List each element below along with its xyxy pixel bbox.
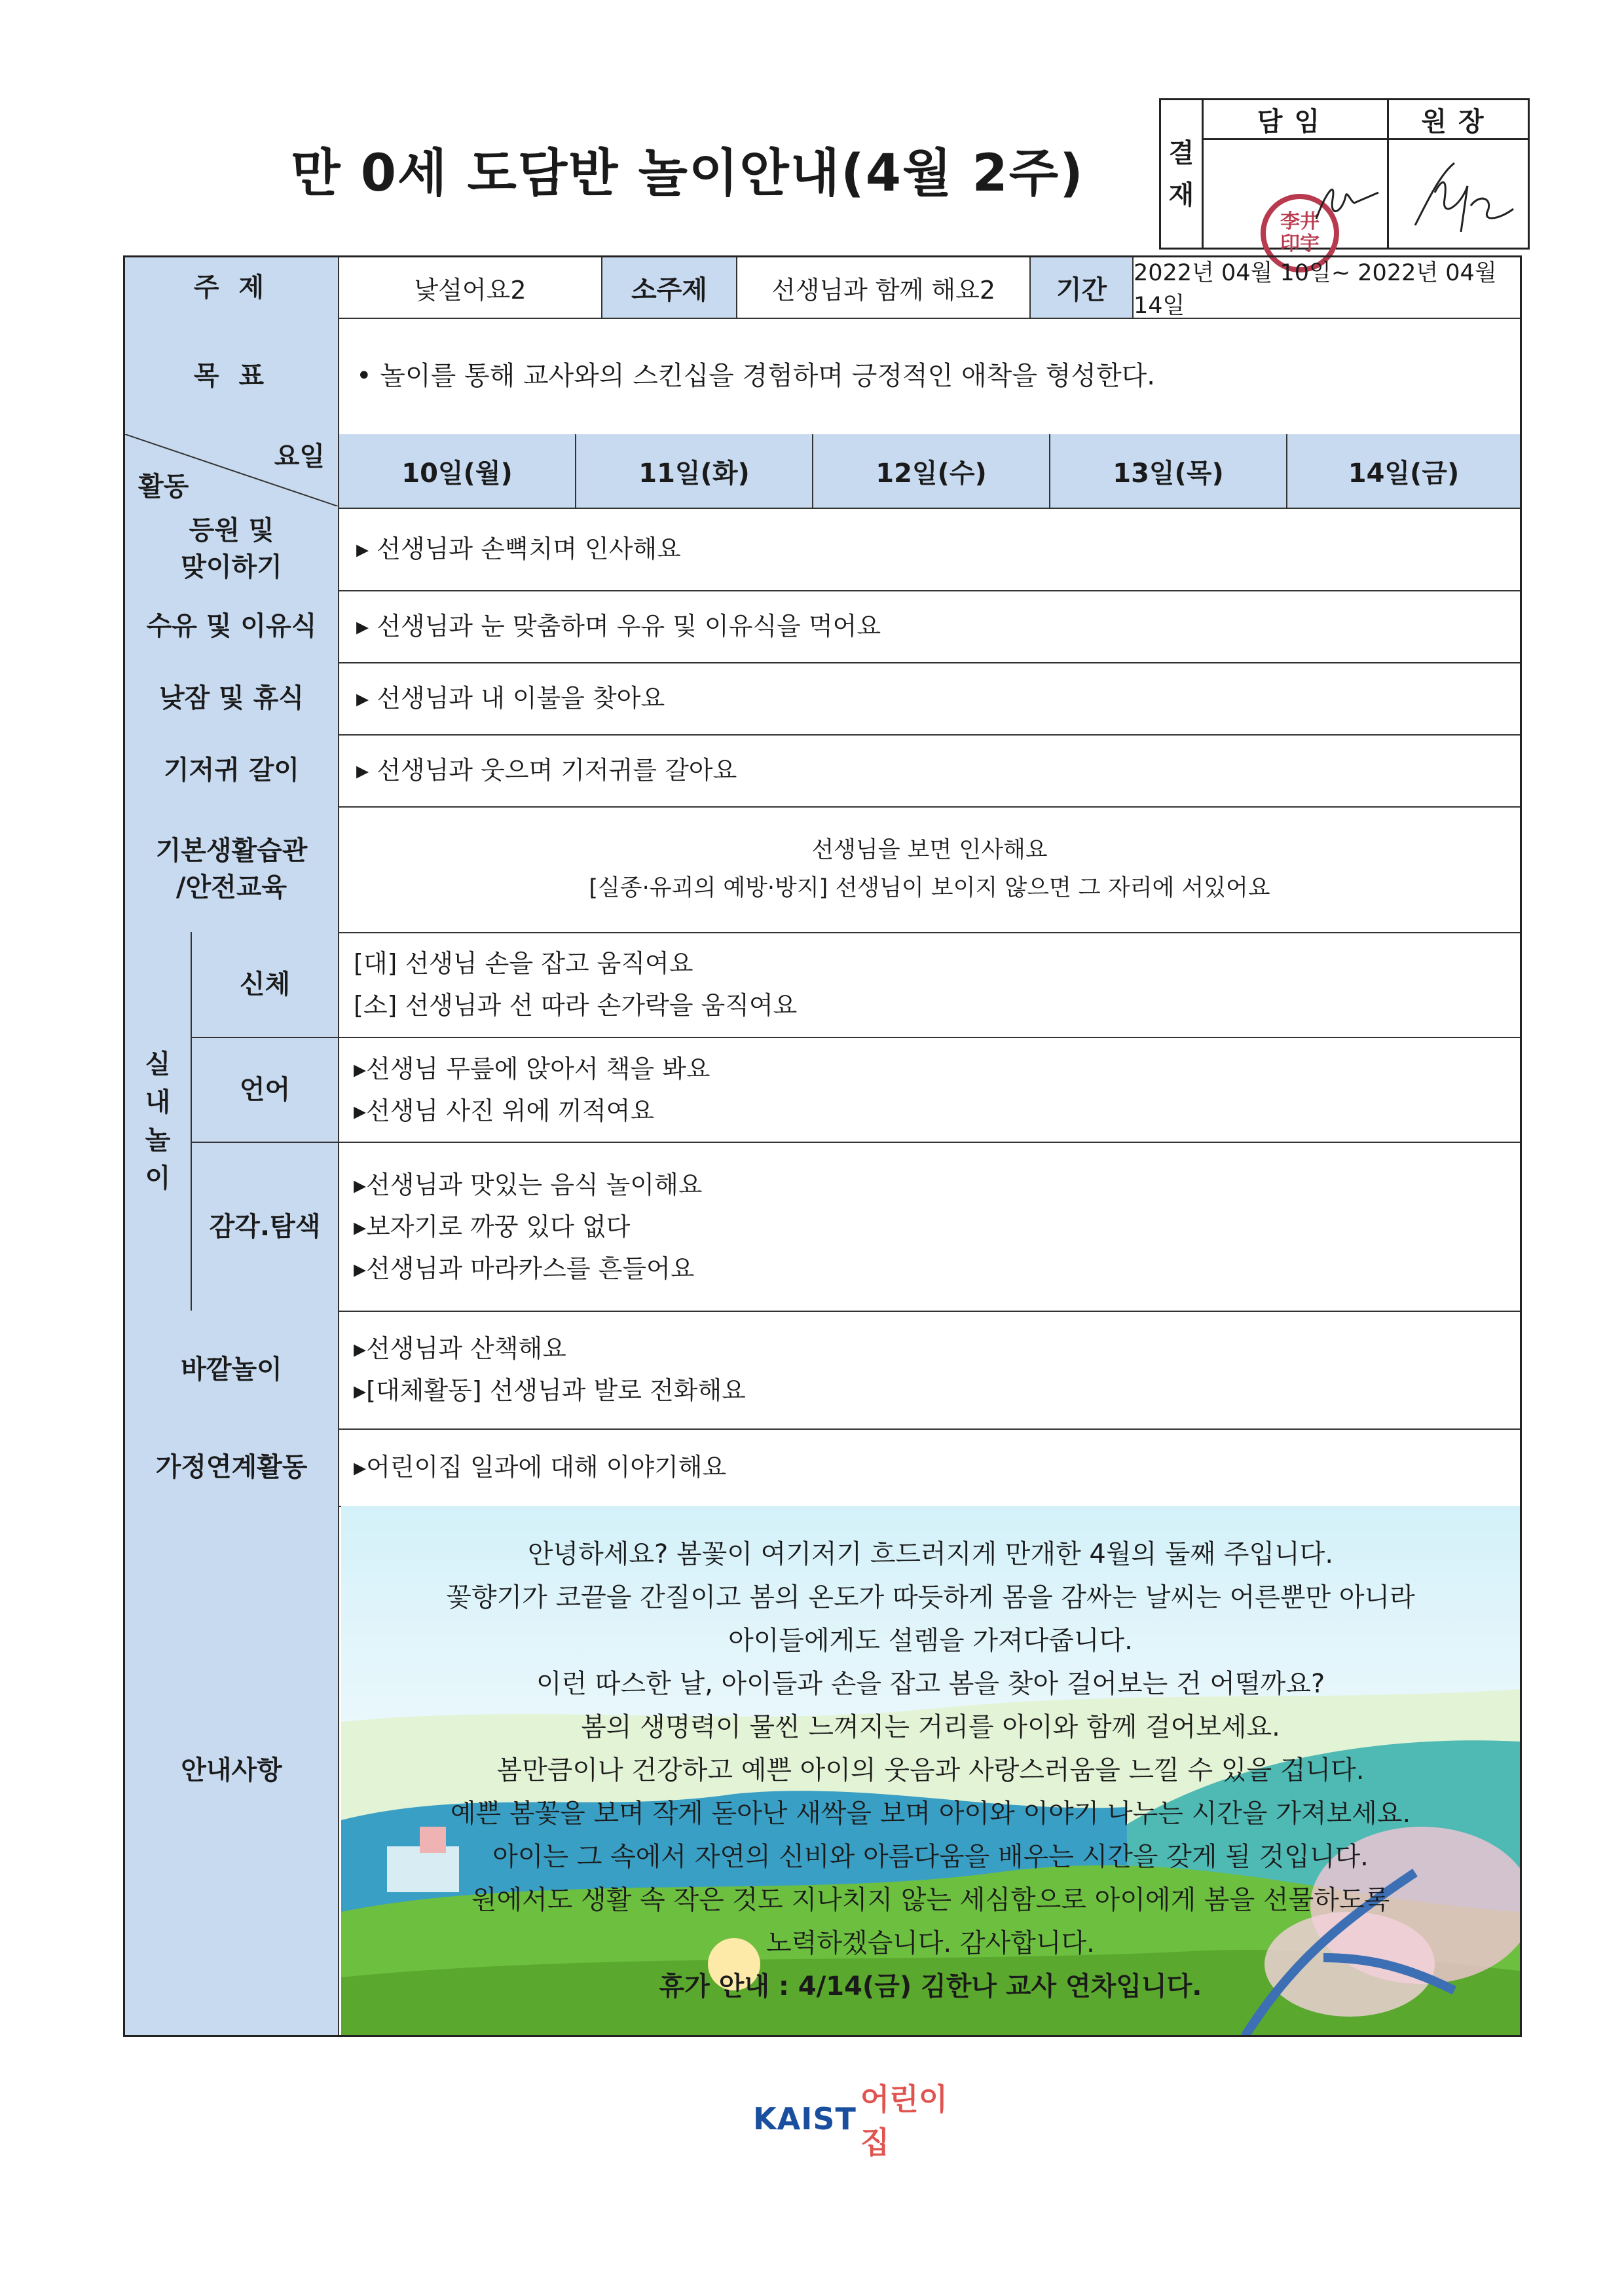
routine-row-arrival: [125, 508, 1520, 591]
theme-row: [125, 257, 1520, 319]
indoor-area-sensory: [192, 1143, 1520, 1311]
notice-text: 안녕하세요? 봄꽃이 여기저기 흐드러지게 만개한 4월의 둘째 주입니다. 꽃향기가 코끝을 간질이고 봄의 온도가 따듯하게 몸을 감싸는 날씨는 어른뿐만 아니라 아이들에게도 설렘을 가져다줍니다. 이런 따스한 날, 아이들과 손을 잡고 봄을 찾아 걸어보는 건 어떨까요? 봄의 생명력이 물씬 느껴지는 거리를 아이와 함께 걸어보세요. 봄만큼이나 건강하고 예쁜 아이의 웃음과 사랑스러움을 느낄 수 있을 겁니다. 예쁜 봄꽃을 보며 작게 돋아난 새싹을 보며 아이와 이야기 나누는 시간을 가져보세요. 아이는 그 속에서 자연의 신비와 아름다움을 배우는 시간을 갖게 될 것입니다. 원에서도 생활 속 작은 것도 지나치지 않는 세심함으로 아이에게 봄을 선물하도록 노력하겠습니다. 감사합니다. 휴가 안내 : 4/14(금) 김한나 교사 연차입니다.: [341, 1506, 1520, 2035]
plan-table: [123, 255, 1522, 2037]
routine-row-nap: [125, 662, 1520, 736]
day-tue: 11일(화): [576, 434, 813, 508]
vacation-notice: 휴가 안내 : 4/14(금) 김한나 교사 연차입니다.: [659, 1971, 1202, 2002]
period-value: 2022년 04월 10일~ 2022년 04월 14일: [1134, 260, 1497, 319]
approval-box: [1159, 98, 1530, 255]
approval-teacher-header: 담임: [1202, 100, 1389, 140]
day-mon: 10일(월): [339, 434, 576, 508]
area-label: 감각.탐색: [192, 1143, 339, 1311]
home-label: 가정연계활동: [125, 1428, 339, 1506]
routine-row-diaper: [125, 734, 1520, 808]
outdoor-row: [125, 1311, 1520, 1430]
day-fri: 14일(금): [1287, 434, 1520, 508]
indoor-label: 실 내 놀 이: [125, 932, 192, 1311]
routine-text: ▸ 선생님과 웃으며 기저귀를 갈아요: [356, 756, 737, 785]
routine-text: ▸ 선생님과 손뼉치며 인사해요: [356, 534, 681, 563]
day-wed: 12일(수): [813, 434, 1050, 508]
day-corner: 요일 활동: [125, 434, 339, 508]
notice-row: [125, 1506, 1520, 2035]
theme-value: 낯설어요2: [339, 257, 602, 318]
page-title: 만 0세 도담반 놀이안내(4월 2주): [291, 144, 1084, 203]
indoor-area-language: [192, 1038, 1520, 1143]
subtheme-label: 소주제: [602, 257, 737, 318]
habits-row: [125, 806, 1520, 933]
routine-label: 수유 및 이유식: [125, 590, 339, 662]
outdoor-label: 바깥놀이: [125, 1311, 339, 1428]
approval-teacher-cell: [1202, 140, 1389, 255]
teacher-seal: 李井 印宇: [1261, 194, 1339, 272]
habits-label: 기본생활습관 /안전교육: [125, 806, 339, 932]
day-thu: 13일(목): [1050, 434, 1287, 508]
indoor-play-section: [125, 932, 1520, 1312]
area-label: 신체: [192, 932, 339, 1037]
indoor-area-physical: [192, 932, 1520, 1038]
habits-text: 선생님을 보면 인사해요 [실종·유괴의 예방·방지] 선생님이 보이지 않으면 그 자리에 서있어요: [589, 837, 1270, 901]
approval-side-label: 결 재: [1161, 100, 1204, 248]
routine-label: 낮잠 및 휴식: [125, 662, 339, 734]
goal-label: 목 표: [125, 318, 339, 434]
teacher-signature: [1306, 166, 1385, 232]
routine-label: 기저귀 갈이: [125, 734, 339, 806]
day-row: [125, 434, 1520, 509]
goal-row: [125, 318, 1520, 436]
period-label: 기간: [1031, 257, 1134, 318]
routine-label: 등원 및 맞이하기: [125, 508, 339, 590]
area-items: [대] 선생님 손을 잡고 움직여요 [소] 선생님과 선 따라 손가락을 움직여요: [354, 949, 798, 1020]
approval-director-header: 원장: [1389, 100, 1528, 140]
home-text: ▸어린이집 일과에 대해 이야기해요: [354, 1453, 727, 1482]
routine-text: ▸ 선생님과 눈 맞춤하며 우유 및 이유식을 먹어요: [356, 612, 881, 641]
goal-text: • 놀이를 통해 교사와의 스킨십을 경험하며 긍정적인 애착을 형성한다.: [356, 361, 1155, 391]
outdoor-items: ▸선생님과 산책해요 ▸[대체활동] 선생님과 발로 전화해요: [354, 1334, 746, 1405]
routine-text: ▸ 선생님과 내 이불을 찾아요: [356, 684, 665, 713]
area-label: 언어: [192, 1038, 339, 1142]
notice-label: 안내사항: [125, 1506, 339, 2035]
home-row: [125, 1428, 1520, 1507]
approval-director-cell: [1389, 140, 1528, 248]
theme-label: 주 제: [125, 257, 339, 318]
director-signature: [1402, 153, 1520, 238]
kaist-daycare-logo: KAIST 어린이집: [753, 2081, 948, 2160]
area-items: ▸선생님과 맛있는 음식 놀이해요 ▸보자기로 까꿍 있다 없다 ▸선생님과 마라카스를 흔들어요: [354, 1170, 703, 1283]
area-items: ▸선생님 무릎에 앉아서 책을 봐요 ▸선생님 사진 위에 끼적여요: [354, 1054, 710, 1125]
routine-row-feeding: [125, 590, 1520, 663]
subtheme-value: 선생님과 함께 해요2: [737, 257, 1031, 318]
